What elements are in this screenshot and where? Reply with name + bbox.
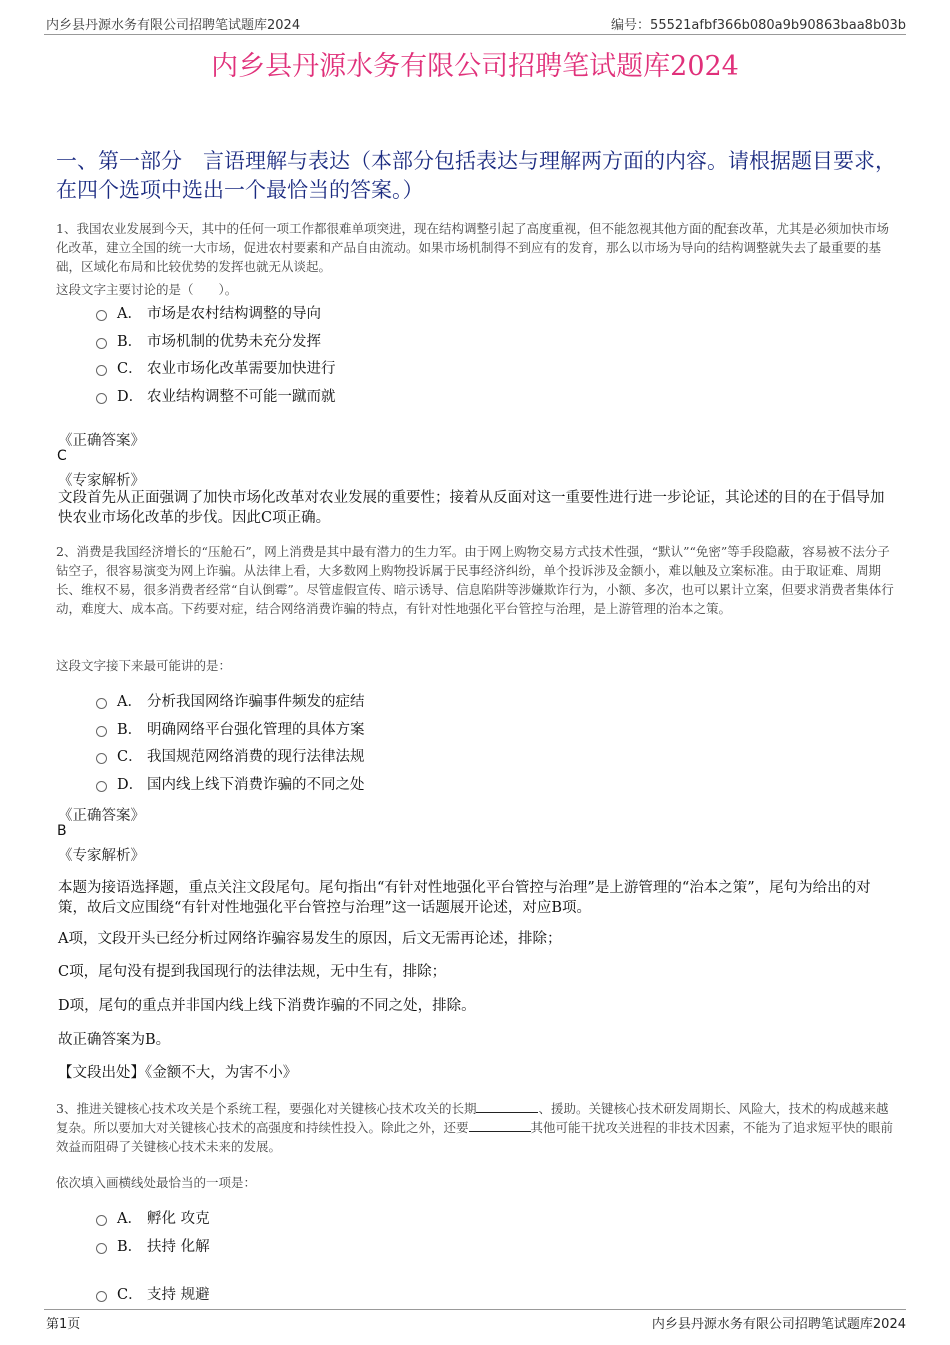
- option-letter: C．: [117, 748, 143, 765]
- radio-icon[interactable]: [96, 753, 107, 764]
- q2-text: 2、消费是我国经济增长的“压舱石”，网上消费是其中最有潜力的生力军。由于网上购物交易方式技术性强，“默认”“免密”等手段隐蔽，容易被不法分子钻空子，很容易演变为网上诈骗。从法律上看，大多数网上购物投诉属于民事经济纠纷，单个投诉涉及金额小，难以触及立案标准。由于取证难、周期长、维权不易，很多消费者经常“自认倒霉”。尽管虚假宣传、暗示诱导、信息陷阱等涉嫌欺诈行为，小额、多次，也可以累计立案，但要求消费者集体行动，难度大、成本高。下药要对症，结合网络消费诈骗的特点，有针对性地强化平台管控与治理，是上游管理的治本之策。: [56, 544, 894, 616]
- q2-answer: B: [57, 823, 67, 839]
- q3-option-a[interactable]: [96, 1206, 210, 1228]
- option-letter: B．: [117, 333, 143, 350]
- option-letter: C．: [117, 360, 143, 377]
- q1-analysis-label: 《专家解析》: [58, 473, 145, 489]
- q3-text: [56, 1099, 896, 1156]
- q2-analysis-main: 本题为接语选择题，重点关注文段尾句。尾句指出“有针对性地强化平台管控与治理”是上游管理的“治本之策”，尾句为给出的对策，故后文应围绕“有针对性地强化平台管控与治理”这一话题展开论述，对应B项。: [58, 880, 871, 916]
- q3-option-c[interactable]: [96, 1282, 210, 1304]
- q2-option-b[interactable]: [96, 717, 365, 739]
- q1-option-d[interactable]: [96, 384, 336, 406]
- q2-analysis-label: 《专家解析》: [58, 848, 145, 864]
- option-letter: B．: [117, 721, 143, 738]
- radio-icon[interactable]: [96, 726, 107, 737]
- q1-answer-label: 《正确答案》: [58, 433, 145, 449]
- q2-analysis-d: D项，尾句的重点并非国内线上线下消费诈骗的不同之处，排除。: [58, 998, 476, 1014]
- q2-answer-label: 《正确答案》: [58, 808, 145, 824]
- q2-option-a[interactable]: [96, 689, 365, 711]
- option-letter: D．: [117, 388, 144, 405]
- header-doc-title: 内乡县丹源水务有限公司招聘笔试题库2024: [46, 18, 301, 33]
- q1-analysis: 文段首先从正面强调了加快市场化改革对农业发展的重要性；接着从反面对这一重要性进行进一步论证，其论述的目的在于倡导加快农业市场化改革的步伐。因此C项正确。: [58, 490, 885, 526]
- option-text: 我国规范网络消费的现行法律法规: [147, 748, 365, 765]
- option-letter: A．: [117, 1210, 142, 1227]
- q3-prompt: 依次填入画横线处最恰当的一项是：: [56, 1175, 257, 1190]
- footer-doc-title: 内乡县丹源水务有限公司招聘笔试题库2024: [651, 1317, 906, 1332]
- radio-icon[interactable]: [96, 310, 107, 321]
- q1-option-a[interactable]: [96, 301, 321, 323]
- q2-option-d[interactable]: [96, 772, 365, 794]
- option-text: 国内线上线下消费诈骗的不同之处: [147, 776, 365, 793]
- radio-icon[interactable]: [96, 1291, 107, 1302]
- q2-analysis-a: A项，文段开头已经分析过网络诈骗容易发生的原因，后文无需再论述，排除；: [58, 931, 562, 947]
- q3-text-part1: 3、推进关键核心技术攻关是个系统工程，要强化对关键核心技术攻关的长期: [56, 1101, 477, 1116]
- q2-option-c[interactable]: [96, 744, 365, 766]
- header-rule: [44, 34, 906, 35]
- option-letter: B．: [117, 1238, 143, 1255]
- option-text: 扶持 化解: [147, 1238, 210, 1255]
- radio-icon[interactable]: [96, 1243, 107, 1254]
- radio-icon[interactable]: [96, 1215, 107, 1226]
- option-text: 农业市场化改革需要加快进行: [147, 360, 336, 377]
- option-text: 市场是农村结构调整的导向: [147, 305, 321, 322]
- option-letter: A．: [117, 693, 142, 710]
- option-letter: C．: [117, 1286, 143, 1303]
- q2-analysis-conclusion: 故正确答案为B。: [58, 1032, 171, 1048]
- q2-prompt: 这段文字接下来最可能讲的是：: [56, 658, 232, 673]
- q2-analysis-c: C项，尾句没有提到我国现行的法律法规，无中生有，排除；: [58, 964, 447, 980]
- radio-icon[interactable]: [96, 698, 107, 709]
- option-text: 明确网络平台强化管理的具体方案: [147, 721, 365, 738]
- option-text: 支持 规避: [147, 1286, 210, 1303]
- q3-option-b[interactable]: [96, 1234, 210, 1256]
- radio-icon[interactable]: [96, 338, 107, 349]
- q1-prompt: 这段文字主要讨论的是（ ）。: [56, 282, 238, 297]
- radio-icon[interactable]: [96, 781, 107, 792]
- option-text: 农业结构调整不可能一蹴而就: [147, 388, 336, 405]
- header-doc-id: 编号：55521afbf366b080a9b90863baa8b03b: [611, 18, 906, 33]
- q1-option-b[interactable]: [96, 329, 321, 351]
- radio-icon[interactable]: [96, 365, 107, 376]
- option-text: 孵化 攻克: [147, 1210, 210, 1227]
- page-title: 内乡县丹源水务有限公司招聘笔试题库2024: [211, 51, 739, 82]
- q2-analysis-source: 【文段出处】《金额不大，为害不小》: [58, 1065, 298, 1081]
- q1-option-c[interactable]: [96, 356, 336, 378]
- option-letter: D．: [117, 776, 144, 793]
- footer-rule: [44, 1309, 906, 1310]
- q3-text-part2: 、援助。关键核心技术研发周期长、风险大，技术的构成越来越复杂。所以要加大对关键核心技术的高强度和持续性投入。除此之外，还要: [56, 1101, 889, 1135]
- option-letter: A．: [117, 305, 142, 322]
- option-text: 市场机制的优势未充分发挥: [147, 333, 321, 350]
- option-text: 分析我国网络诈骗事件频发的症结: [147, 693, 365, 710]
- q3-text-part3: 其他可能干扰攻关进程的非技术因素，不能为了追求短平快的眼前效益而阻碍了关键核心技术未来的发展。: [56, 1120, 894, 1154]
- section-heading: 一、第一部分 言语理解与表达（本部分包括表达与理解两方面的内容。请根据题目要求，在四个选项中选出一个最恰当的答案。）: [56, 149, 896, 202]
- q1-text: 1、我国农业发展到今天，其中的任何一项工作都很难单项突进，现在结构调整引起了高度重视，但不能忽视其他方面的配套改革，尤其是必须加快市场化改革，建立全国的统一大市场，促进农村要素和产品自由流动。如果市场机制得不到应有的发育，那么以市场为导向的结构调整就失去了最重要的基础，区域化布局和比较优势的发挥也就无从谈起。: [56, 221, 889, 274]
- q3-blank-1: [476, 1100, 538, 1113]
- q3-blank-2: [469, 1119, 531, 1132]
- footer-page-number: 第1页: [46, 1317, 81, 1332]
- radio-icon[interactable]: [96, 393, 107, 404]
- q1-answer: C: [57, 448, 67, 464]
